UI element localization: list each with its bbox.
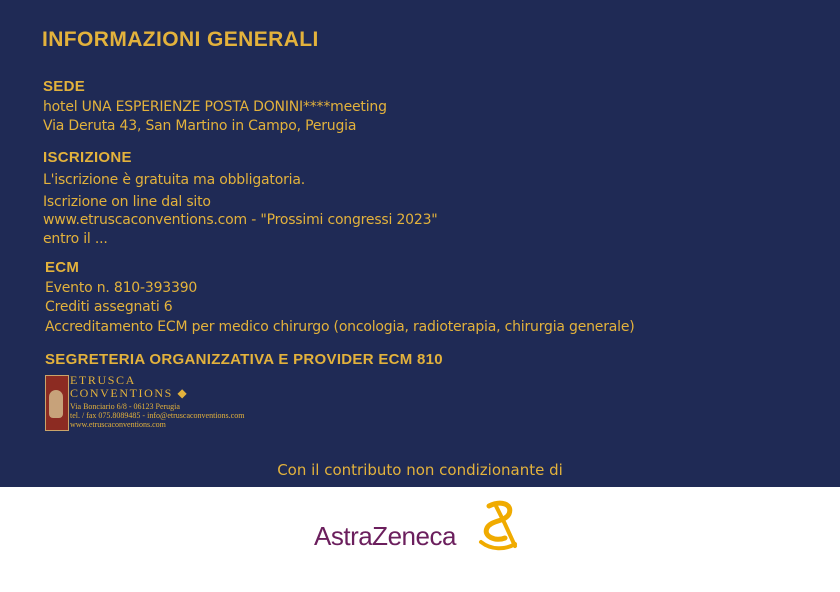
sponsor-logo: [292, 492, 542, 570]
page-title: INFORMAZIONI GENERALI: [42, 28, 319, 51]
logo-contacts: tel. / fax 075.8089485 - info@etruscaconventions.com: [70, 411, 245, 420]
sede-line: Via Deruta 43, San Martino in Campo, Perugia: [43, 118, 357, 134]
ecm-line: Accreditamento ECM per medico chirurgo (oncologia, radioterapia, chirurgia generale): [45, 319, 635, 335]
iscrizione-line: L'iscrizione è gratuita ma obbligatoria.: [43, 172, 305, 188]
astrazeneca-logo-icon: [475, 498, 523, 556]
logo-website: www.etruscaconventions.com: [70, 420, 166, 429]
ecm-line: Evento n. 810-393390: [45, 280, 198, 296]
logo-brand-line2: CONVENTIONS ◆: [70, 386, 189, 400]
segreteria-heading: SEGRETERIA ORGANIZZATIVA E PROVIDER ECM 810: [45, 351, 443, 368]
etrusca-logo-icon: [45, 375, 69, 431]
iscrizione-line: Iscrizione on line dal sito: [43, 194, 211, 210]
iscrizione-line: entro il ...: [43, 231, 108, 247]
sede-line: hotel UNA ESPERIENZE POSTA DONINI****meeting: [43, 99, 387, 115]
ecm-line: Crediti assegnati 6: [45, 299, 173, 315]
logo-address: Via Bonciario 6/8 - 06123 Perugia: [70, 402, 180, 411]
diamond-icon: ◆: [177, 386, 189, 400]
contributo-text: Con il contributo non condizionante di: [277, 461, 563, 479]
iscrizione-heading: ISCRIZIONE: [43, 149, 132, 166]
ecm-heading: ECM: [45, 259, 80, 276]
sede-heading: SEDE: [43, 78, 86, 95]
logo-brand-line1: ETRUSCA: [70, 373, 136, 387]
sponsor-name: AstraZeneca: [314, 521, 456, 551]
iscrizione-link[interactable]: www.etruscaconventions.com - "Prossimi congressi 2023": [43, 212, 438, 228]
